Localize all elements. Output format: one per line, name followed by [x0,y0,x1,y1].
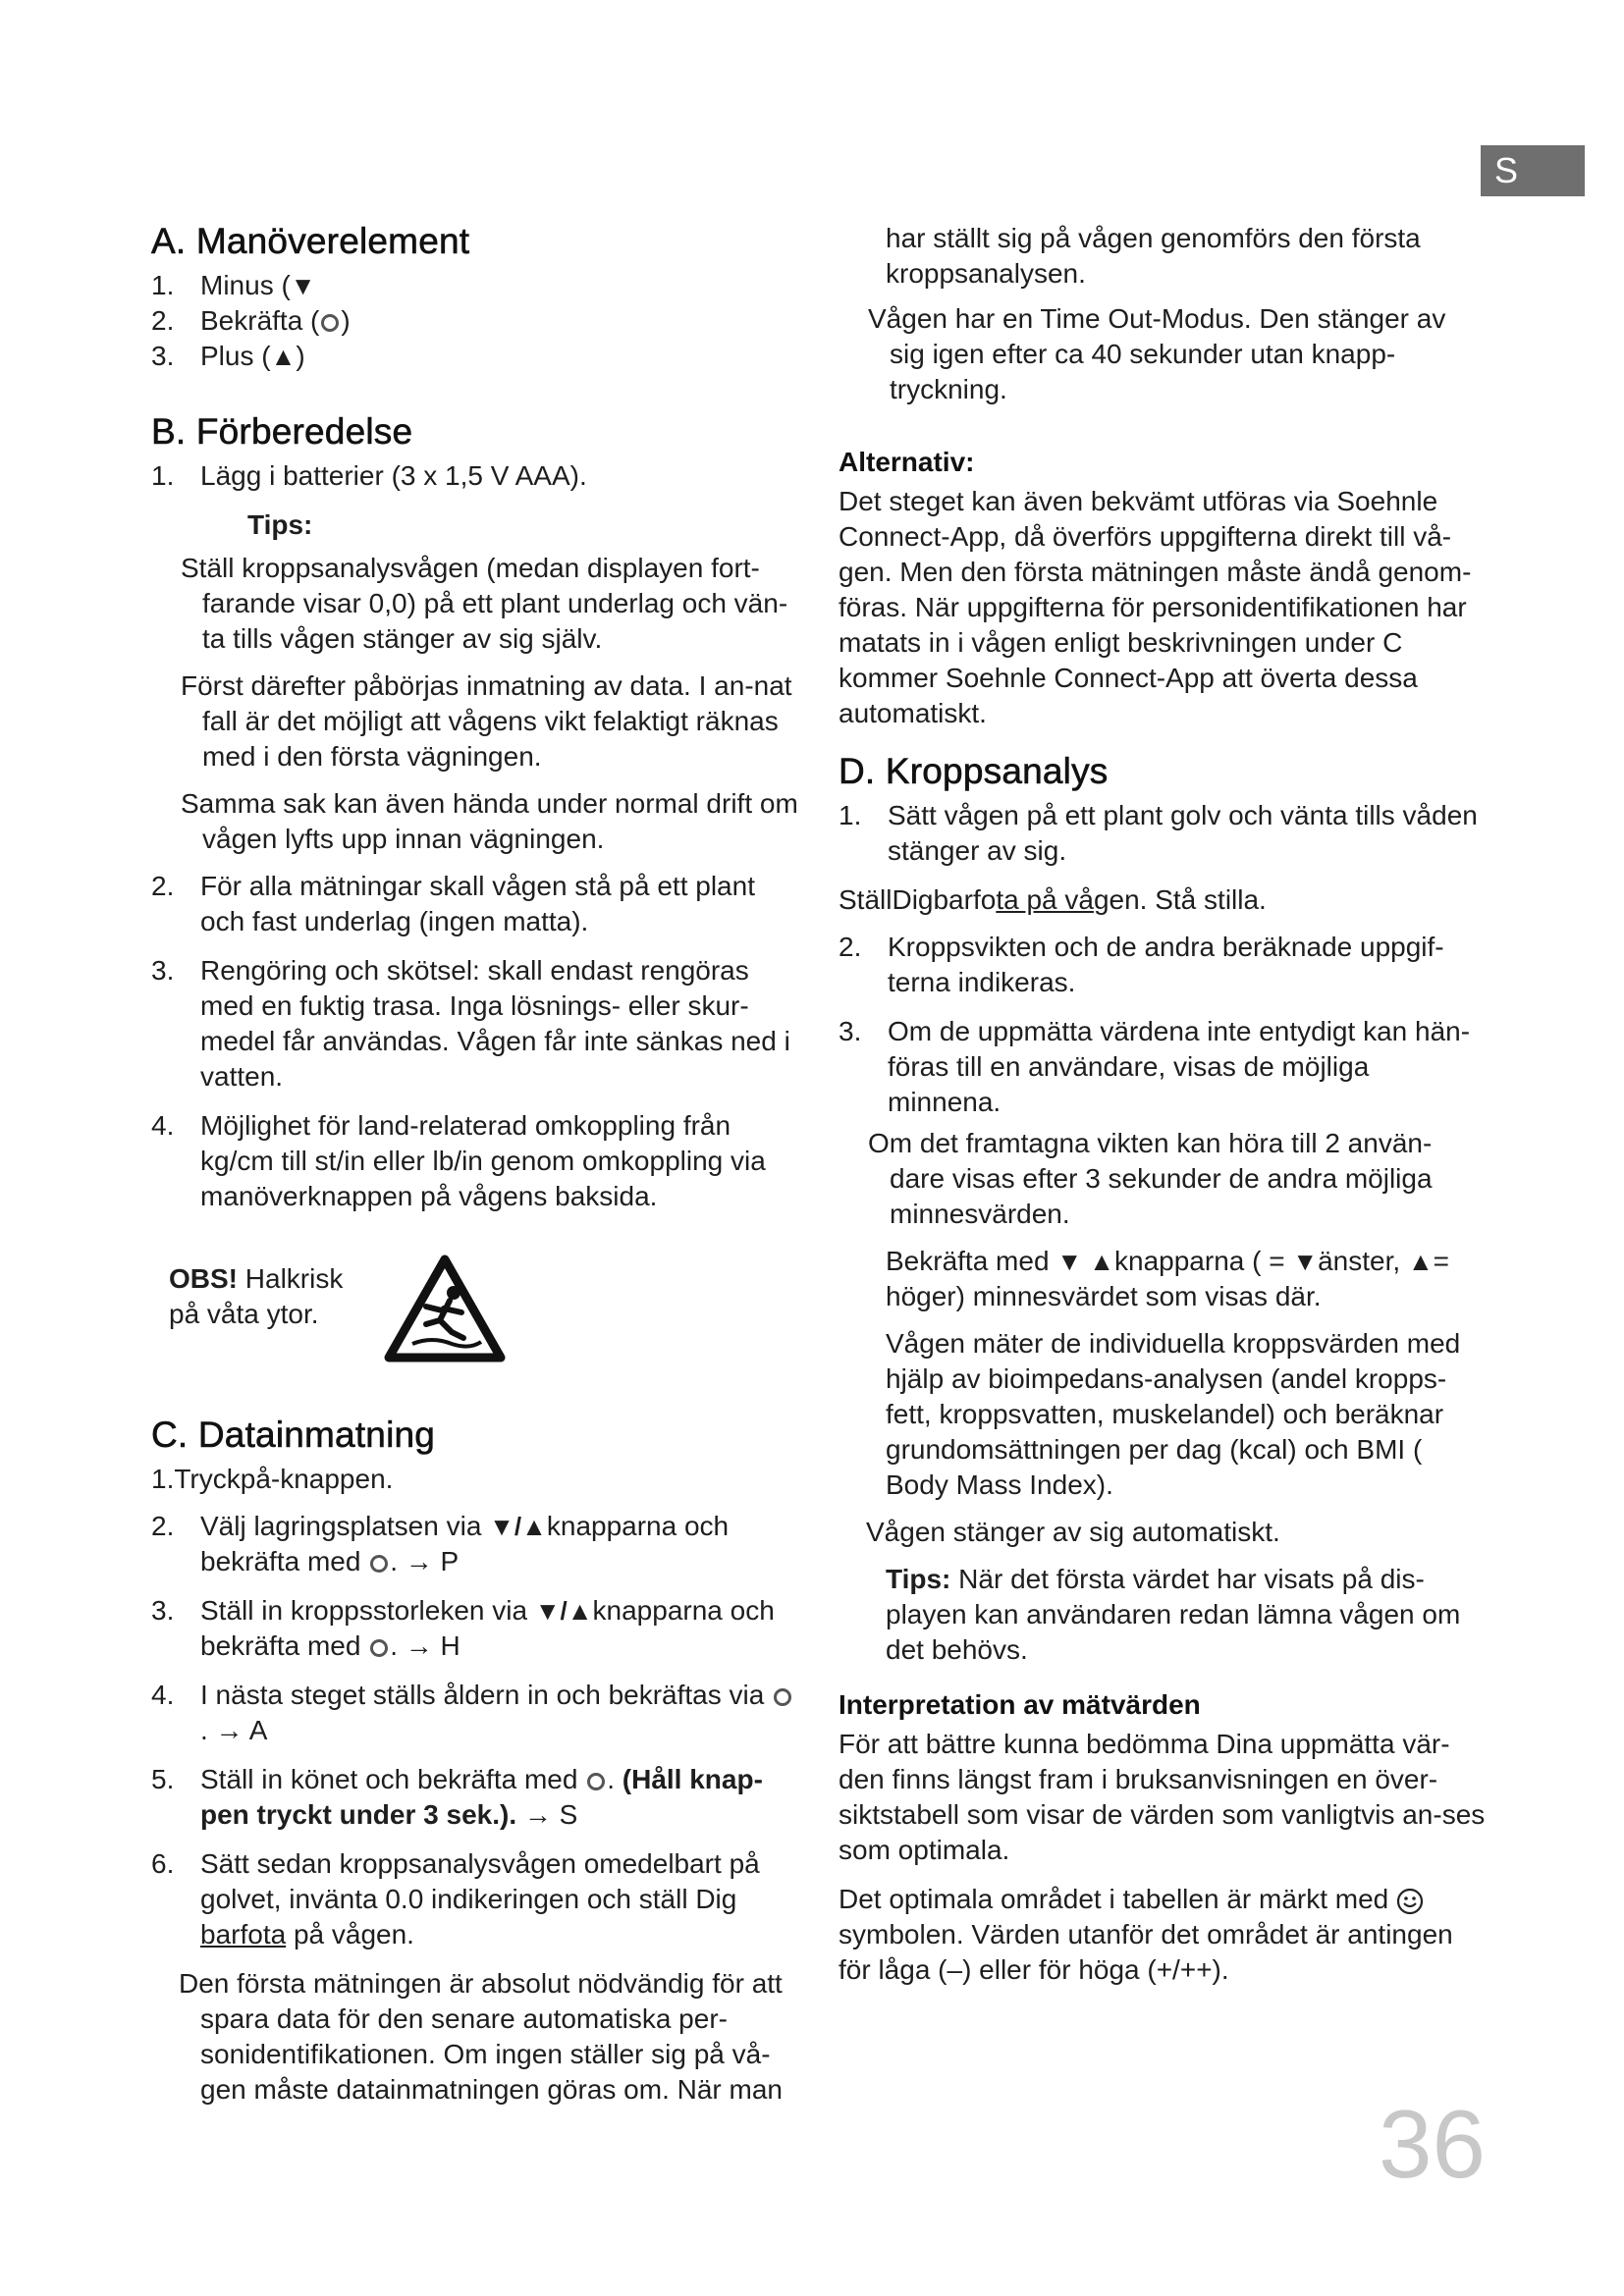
body-analysis-list-cont [839,930,1487,1120]
list-item: 2. För alla mätningar skall vågen stå på ett plant och fast underlag (ingen matta). [151,871,755,936]
list-item: 3. Plus (▲) [151,341,305,371]
list-item: 6. Sätt sedan kroppsanalysvågen omedelbart på golvet, invänta 0.0 indikeringen och ställ Dig barfota på vågen. [151,1848,760,1949]
section-a-title: A. Manöverelement [151,221,470,261]
instruction-line: StällDigbarfota på vågen. Stå stilla. [839,884,1267,915]
preparation-list-cont [151,869,799,1214]
section-c-title: C. Datainmatning [151,1415,436,1455]
list-item: 3. Rengöring och skötsel: skall endast rengöras med en fuktig trasa. Inga lösnings- eller skur-medel får användas. Vågen får inte sänkas ned i vatten. [151,955,790,1092]
controls-list [151,268,799,374]
preparation-list [151,458,799,494]
confirm-circle-icon [321,314,339,332]
list-item: 2. Kroppsvikten och de andra beräknade uppgif-terna indikeras. [839,932,1444,997]
tip-paragraph: Samma sak kan även hända under normal drift om vågen lyfts upp innan vägningen. [181,788,798,854]
interpretation-title: Interpretation av mätvärden [839,1689,1201,1720]
list-item: 1. Lägg i batterier (3 x 1,5 V AAA). [151,460,587,491]
continued-paragraph: Vågen har en Time Out-Modus. Den stänger av sig igen efter ca 40 sekunder utan knapp-tryckning. [868,303,1446,404]
note-paragraph: Den första mätningen är absolut nödvändig för att spara data för den senare automatiska per-sonidentifikationen. Om ingen ställer sig på vå-gen måste datainmatningen göras om. När man [179,1968,783,2105]
warning-text: OBS! Halkrisk på våta ytor. [169,1263,344,1329]
confirm-circle-icon [370,1555,388,1573]
language-tab: S [1481,145,1585,196]
tip-paragraph: Först därefter påbörjas inmatning av data. I an-nat fall är det möjligt att vågens vikt felaktigt räknas med i den första vägningen. [181,670,792,772]
alternative-title: Alternativ: [839,447,975,477]
confirm-circle-icon [587,1773,605,1790]
section-b-title: B. Förberedelse [151,411,413,452]
tips-paragraph: Tips: När det första värdet har visats på dis-playen kan användaren redan lämna vågen om det behövs. [886,1564,1461,1665]
measure-paragraph: Vågen mäter de individuella kroppsvärden med hjälp av bioimpedans-analysen (andel kropps-fett, kroppsvatten, muskelandel) och beräknar grundomsättningen per dag (kcal) och BMI ( Body Mass Index). [886,1328,1461,1500]
minus-plus-icon: ▼/▲ [534,1596,593,1626]
right-column [839,221,1487,1988]
list-item: 4. Möjlighet för land-relaterad omkoppling från kg/cm till st/in eller lb/in genom omkoppling via manöverknappen på vågens baksida. [151,1110,766,1211]
data-entry-list [151,1509,799,1952]
slippery-floor-warning-icon [383,1254,507,1363]
list-item: 2. Bekräfta ( ) [151,305,351,336]
interpretation-paragraph: För att bättre kunna bedömma Dina uppmätta vär-den finns längst fram i bruksanvisningen en över-siktstabell som visar de värden som vanligtvis an-ses som optimala. [839,1729,1486,1865]
confirm-circle-icon [774,1688,791,1706]
list-item: 2. Välj lagringsplatsen via ▼/▲knapparna och bekräfta med . → P [151,1511,730,1576]
list-item: 3. Ställ in kroppsstorleken via ▼/▲knapparna och bekräfta med . → H [151,1595,775,1661]
list-item: 1. Sätt vågen på ett plant golv och vänta tills våden stänger av sig. [839,800,1478,866]
minus-icon: ▼ [290,271,316,300]
tips-label: Tips: [247,509,313,540]
memory-paragraph: Om det framtagna vikten kan höra till 2 använ-dare visas efter 3 sekunder de andra möjliga minnesvärden. [868,1128,1433,1229]
page-number: 36 [1379,2090,1487,2198]
smiley-icon [1396,1888,1424,1915]
auto-off-paragraph: Vågen stänger av sig automatiskt. [866,1517,1280,1547]
plus-icon: ▲ [270,342,297,371]
list-item: 4. I nästa steget ställs åldern in och bekräftas via . → A [151,1678,799,1748]
list-item: 1. Minus (▼ [151,270,316,300]
minus-plus-icon: ▼ ▲ [1056,1247,1115,1276]
minus-icon: ▼ [1292,1247,1319,1276]
list-item: 3. Om de uppmätta värdena inte entydigt kan hän-föras till en användare, visas de möjliga minnena. [839,1016,1471,1117]
interpretation-paragraph: Det optimala området i tabellen är märkt med symbolen. Värden utanför det området är antingen för låga (–) eller för höga (+/++). [839,1884,1453,1985]
warning-box [169,1254,799,1391]
left-column [151,221,799,2119]
alternative-text: Det steget kan även bekvämt utföras via Soehnle Connect-App, då överförs uppgifterna direkt till vå-gen. Men den första mätningen måste ändå genom-föras. När uppgifterna för personidentifikationen har matats in i vågen enligt beskrivningen under C kommer Soehnle Connect-App att överta dessa automatiskt. [839,486,1472,728]
minus-plus-icon: ▼/▲ [489,1512,547,1541]
list-item: 1.Tryckpå-knappen. [151,1464,394,1494]
confirm-paragraph: Bekräfta med ▼ ▲knapparna ( = ▼änster, ▲= höger) minnesvärdet som visas där. [886,1246,1450,1311]
continued-paragraph: har ställt sig på vågen genomförs den första kroppsanalysen. [886,223,1421,289]
confirm-circle-icon [370,1639,388,1657]
body-analysis-list [839,798,1487,869]
tip-paragraph: Ställ kroppsanalysvågen (medan displayen fort-farande visar 0,0) på ett plant underlag och vän-ta tills vågen stänger av sig själv. [181,553,788,654]
list-item: 5. Ställ in könet och bekräfta med . (Håll knap-pen tryckt under 3 sek.). → S [151,1764,763,1830]
section-d-title: D. Kroppsanalys [839,751,1109,791]
plus-icon: ▲ [1407,1247,1434,1276]
